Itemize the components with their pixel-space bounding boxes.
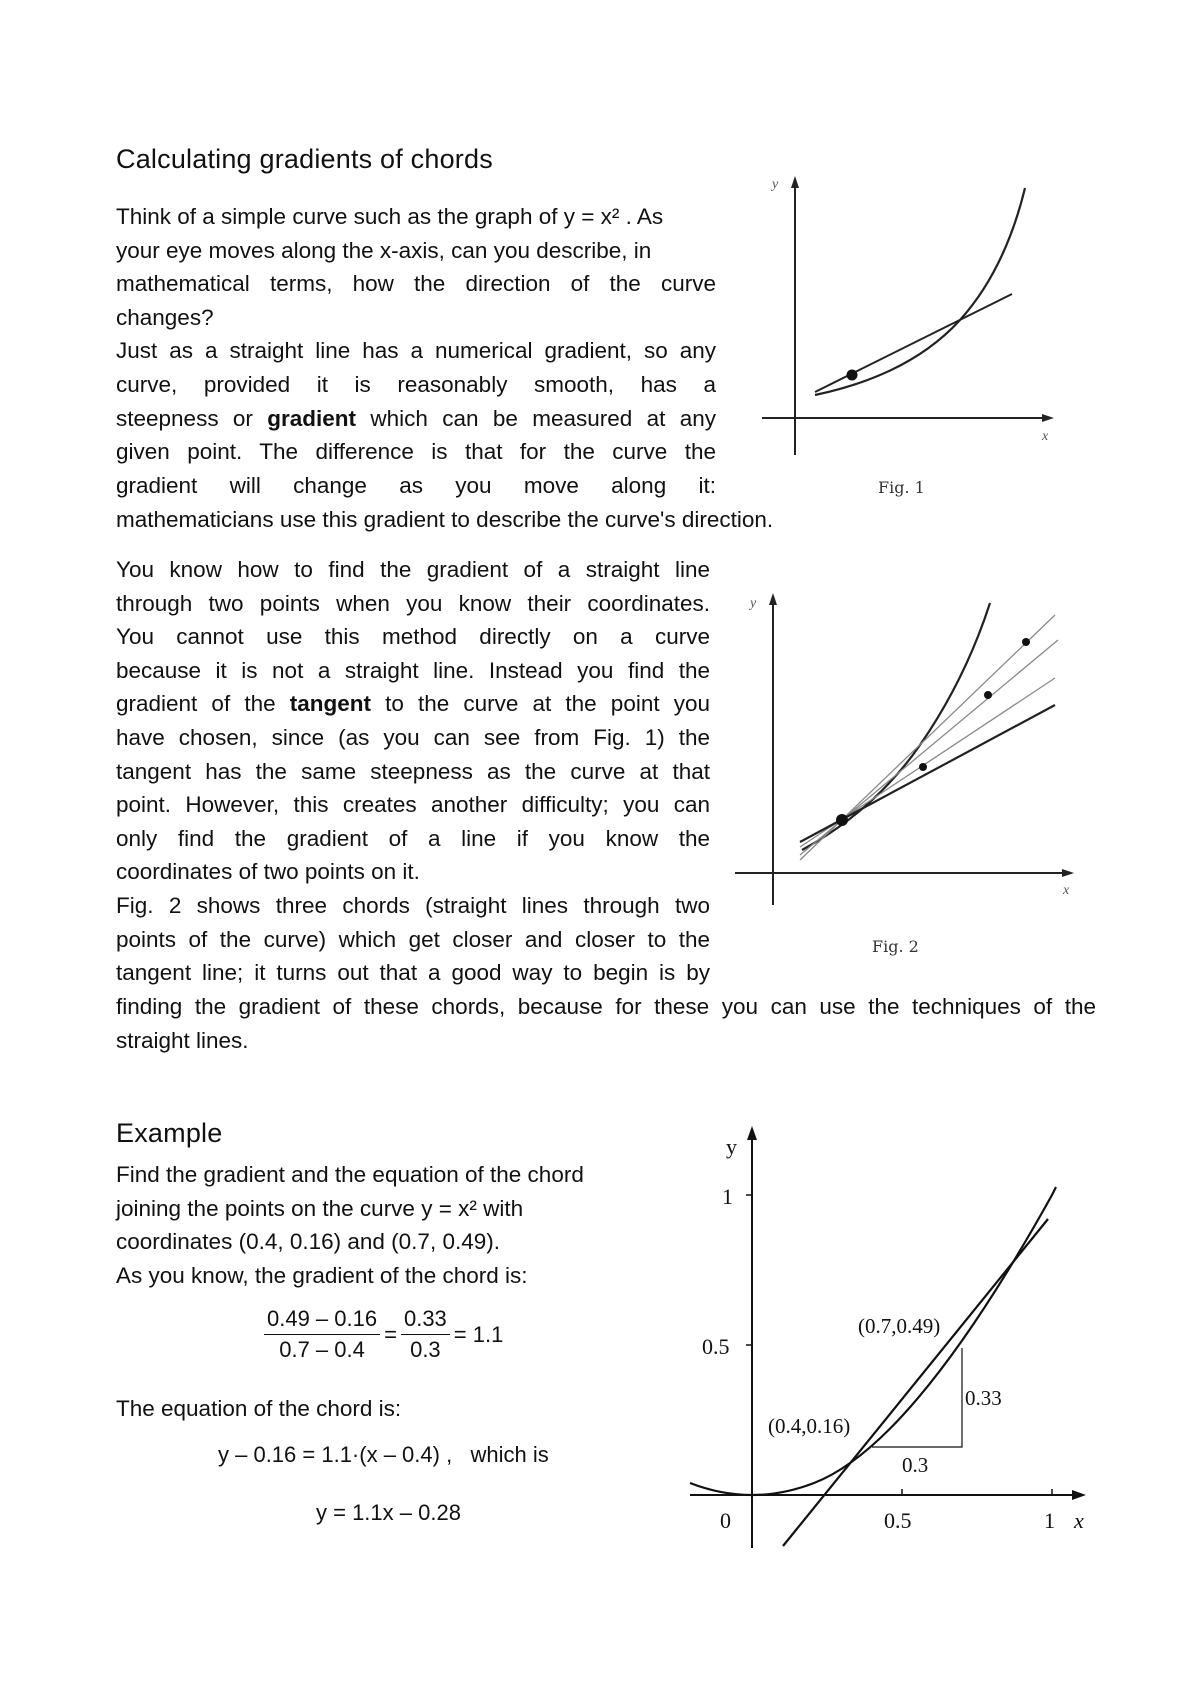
equation-point-slope: y – 0.16 = 1.1·(x – 0.4) ,	[218, 1442, 453, 1467]
para2-line-5: gradient will change as you move along it:	[116, 472, 716, 498]
fig2-curve	[802, 603, 990, 850]
s2-line-3: You cannot use this method directly on a curve	[116, 624, 710, 650]
equals-sign: =	[384, 1321, 397, 1347]
example-line-3: coordinates (0.4, 0.16) and (0.7, 0.49).	[116, 1229, 500, 1255]
fraction2-numerator: 0.33	[401, 1306, 450, 1335]
fig2-point-1	[919, 763, 927, 771]
para1-line-3: mathematical terms, how the direction of the curve	[116, 271, 716, 297]
example-line-1: Find the gradient and the equation of the chord	[116, 1162, 584, 1187]
figure-3-chord-example	[680, 1120, 1100, 1560]
s2-line-7: tangent has the same steepness as the curve at that	[116, 758, 710, 784]
s2-line-10: coordinates of two points on it.	[116, 859, 420, 885]
fig2-point-3	[1022, 638, 1030, 646]
fig3-x-tick-label-1: 1	[1044, 1508, 1055, 1533]
term-gradient: gradient	[267, 405, 357, 431]
fig3-y-arrow	[747, 1126, 757, 1140]
fig3-y-tick-label-1: 1	[722, 1184, 733, 1209]
s2-line-12: points of the curve) which get closer and closer to the	[116, 926, 710, 952]
fig3-x-tick-label-05: 0.5	[884, 1508, 912, 1533]
fig2-caption: Fig. 2	[872, 937, 919, 956]
fraction2-denominator: 0.3	[410, 1337, 441, 1362]
fig1-caption: Fig. 1	[878, 478, 925, 497]
s2-wide-lines	[116, 990, 1096, 1057]
fig2-x-label: x	[1063, 883, 1070, 898]
s2-line-6: have chosen, since (as you can see from Fig. 1) the	[116, 724, 710, 750]
s2-line-11: Fig. 2 shows three chords (straight lines through two	[116, 892, 710, 918]
para2-post: which can be measured at any	[356, 405, 716, 431]
fig1-x-arrow	[1042, 414, 1054, 422]
fig2-x-arrow	[1062, 869, 1074, 877]
para1-line-1: Think of a simple curve such as the graph of y = x² . As	[116, 204, 664, 229]
fig3-origin-label: 0	[720, 1508, 731, 1533]
fig3-parabola	[690, 1187, 1056, 1495]
gradient-calculation	[264, 1306, 507, 1363]
gradient-result: = 1.1	[453, 1321, 504, 1347]
figure-2-chords	[730, 585, 1090, 915]
s2-line-8: point. However, this creates another difficulty; you can	[116, 792, 710, 818]
example-line-4: As you know, the gradient of the chord is:	[116, 1262, 528, 1288]
fig2-point-main	[836, 814, 848, 826]
fig3-x-label: x	[1074, 1508, 1084, 1533]
fig3-x-arrow	[1072, 1490, 1086, 1500]
fig3-point-a-label: (0.4,0.16)	[768, 1414, 851, 1438]
fig2-y-arrow	[769, 593, 777, 605]
fig2-point-2	[984, 691, 992, 699]
para1-line-2: your eye moves along the x-axis, can you describe, in	[116, 237, 652, 263]
intro-paragraph	[116, 200, 716, 502]
fig3-y-tick-label-05: 0.5	[702, 1334, 730, 1359]
para2-last-line: mathematicians use this gradient to describe the curve's direction.	[116, 507, 774, 532]
figure-1-tangent	[750, 170, 1070, 490]
s2-bold-post: to the curve at the point you	[370, 691, 710, 717]
chord-equation-1	[218, 1442, 549, 1468]
s2-line-4: because it is not a straight line. Instead you find the	[116, 657, 710, 683]
fraction1-numerator: 0.49 – 0.16	[264, 1306, 380, 1335]
s2-bold-pre: gradient of the	[116, 691, 290, 717]
para2-line-3	[116, 402, 716, 436]
example-line-2: joining the points on the curve y = x² with	[116, 1195, 524, 1221]
chord-equation-2: y = 1.1x – 0.28	[316, 1500, 461, 1525]
fig3-chord-line	[783, 1219, 1048, 1546]
para1-line-4: changes?	[116, 304, 214, 330]
gradient-fraction-2	[401, 1306, 450, 1363]
fig3-point-b-label: (0.7,0.49)	[858, 1314, 941, 1338]
fig2-y-label: y	[750, 596, 757, 611]
para2-line-4: given point. The difference is that for the curve the	[116, 439, 716, 465]
fig1-tangent-line	[815, 294, 1012, 392]
fig3-y-label: y	[726, 1134, 737, 1159]
s2-line-2: through two points when you know their coordinates.	[116, 590, 710, 616]
which-is-text: which is	[470, 1442, 549, 1467]
example-title: Example	[116, 1118, 223, 1148]
term-tangent: tangent	[289, 691, 371, 717]
s2-line-13: tangent line; it turns out that a good way to begin is by	[116, 960, 710, 986]
s2-line-9: only find the gradient of a line if you know the	[116, 825, 710, 851]
fig1-y-label: y	[772, 177, 779, 192]
equation-intro: The equation of the chord is:	[116, 1396, 402, 1421]
para2-line-1: Just as a straight line has a numerical gradient, so any	[116, 338, 716, 364]
s2-line-5	[116, 687, 710, 721]
fraction1-denominator: 0.7 – 0.4	[279, 1337, 365, 1362]
fig1-x-label: x	[1042, 429, 1049, 444]
fig1-curve	[815, 188, 1025, 395]
s2-line-15: straight lines.	[116, 1027, 249, 1053]
fig1-point	[847, 370, 858, 381]
para2-line-2: curve, provided it is reasonably smooth, has a	[116, 371, 716, 397]
gradient-fraction-1	[264, 1306, 380, 1363]
section-title: Calculating gradients of chords	[116, 144, 493, 174]
s2-line-1: You know how to find the gradient of a straight line	[116, 557, 710, 582]
para2-pre: steepness or	[116, 405, 268, 431]
example-text	[116, 1158, 584, 1292]
tangent-paragraph	[116, 553, 710, 990]
s2-line-14: finding the gradient of these chords, because for these you can use the techniques of the	[116, 994, 1096, 1019]
fig3-rise-label: 0.33	[965, 1386, 1002, 1410]
fig3-run-label: 0.3	[902, 1453, 929, 1477]
fig1-y-arrow	[791, 176, 799, 188]
